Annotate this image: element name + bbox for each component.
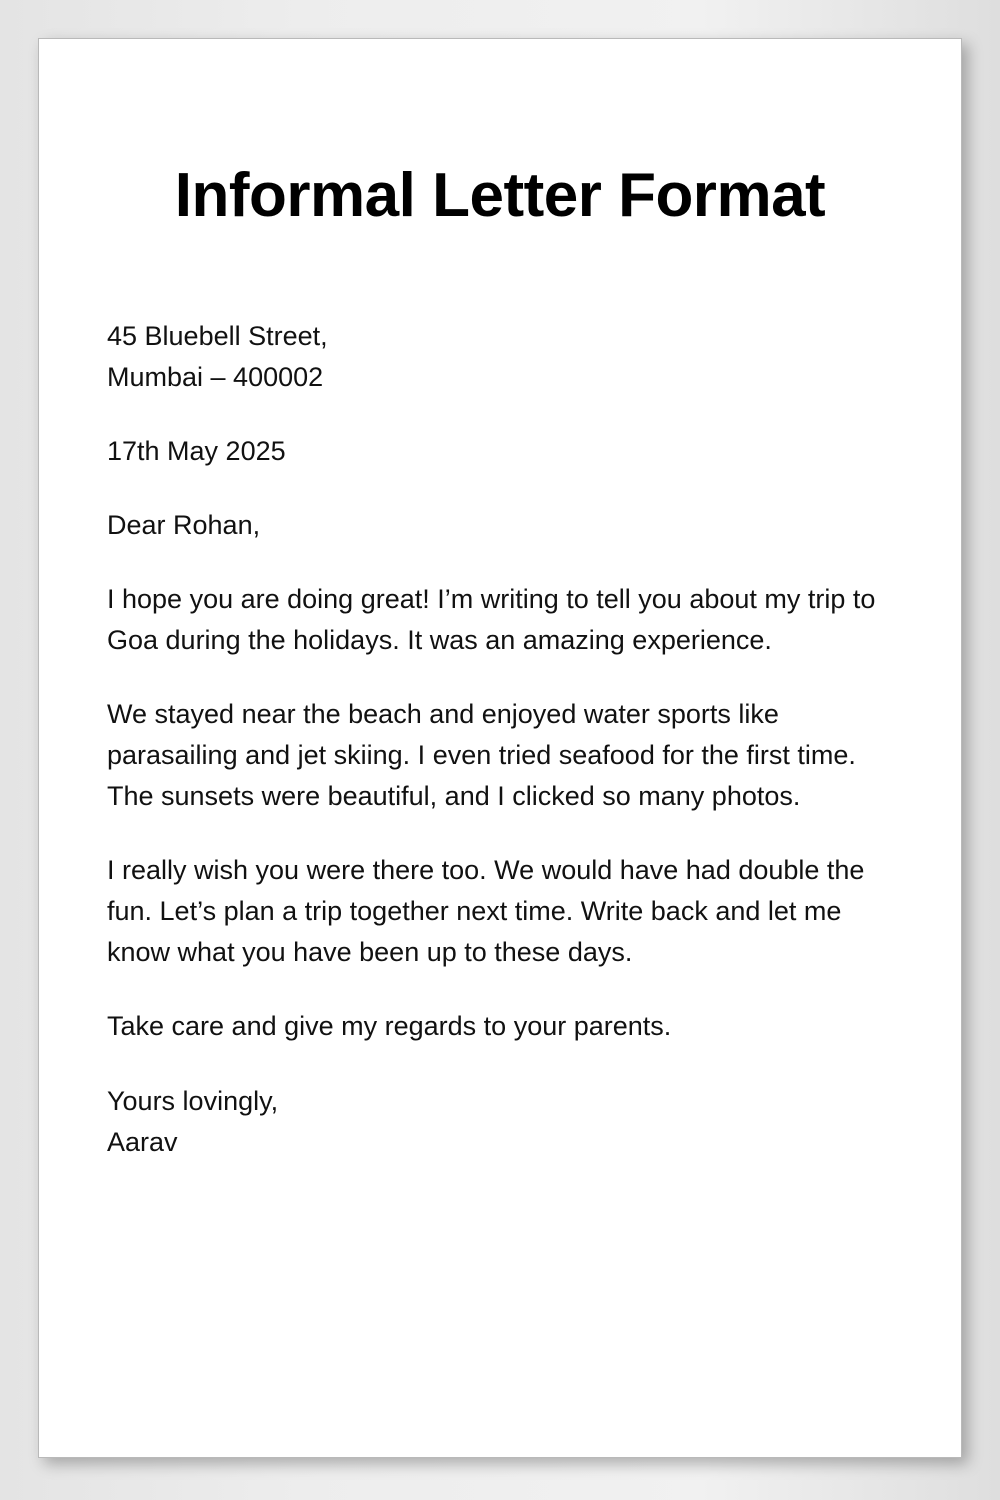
body-paragraph-4: Take care and give my regards to your parents. [107,1011,672,1042]
letter-page [38,38,962,1458]
body-paragraph-3: I really wish you were there too. We would have had double the fun. Let’s plan a trip together next time. Write back and let me know what you have been up to these days. [107,855,865,968]
body-paragraph-1: I hope you are doing great! I’m writing to tell you about my trip to Goa during the holidays. It was an amazing experience. [107,584,876,656]
letter-date [107,431,897,472]
closing-line: Yours lovingly, [107,1085,279,1116]
body-paragraph-2: We stayed near the beach and enjoyed water sports like parasailing and jet skiing. I even tried seafood for the first time. The sunsets were beautiful, and I clicked so many photos. [107,699,856,812]
signature-line: Aarav [107,1126,178,1157]
letter-content [103,316,897,1162]
salutation [107,505,897,546]
closing-signature [107,1081,897,1163]
salutation-line: Dear Rohan, [107,510,261,541]
sender-address [107,316,897,398]
address-line-1: 45 Bluebell Street, [107,321,328,352]
page-title: Informal Letter Format [174,161,826,230]
date-line: 17th May 2025 [107,436,286,467]
address-line-2: Mumbai – 400002 [107,362,324,393]
